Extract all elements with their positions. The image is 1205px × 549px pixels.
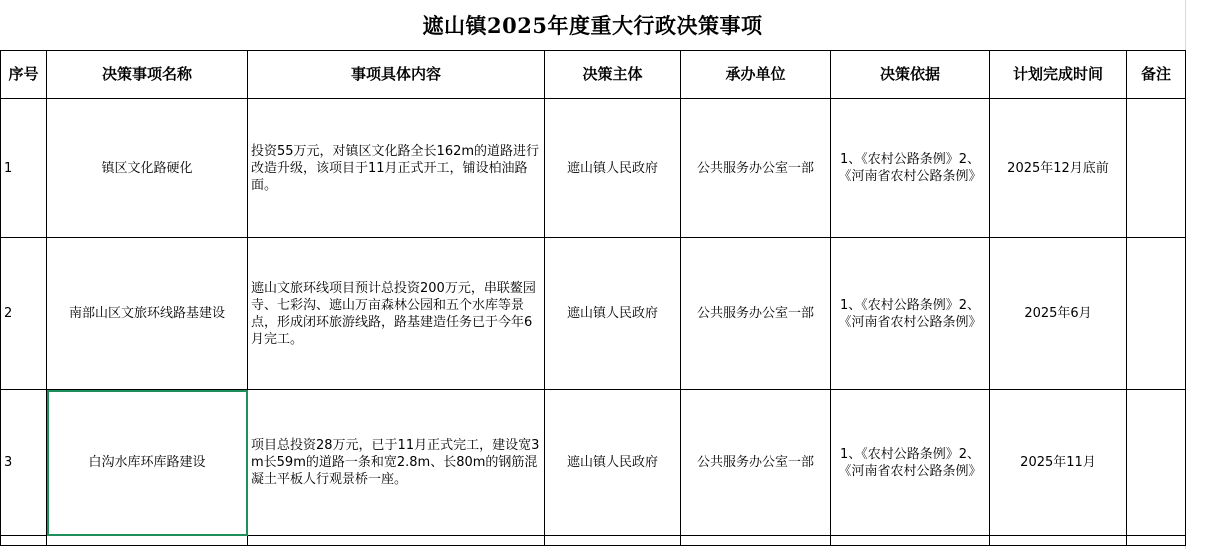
cell-remark[interactable]	[1127, 390, 1186, 536]
header-row	[1, 51, 1186, 99]
empty-cell[interactable]	[990, 536, 1127, 546]
cell-subject[interactable]: 遮山镇人民政府	[545, 238, 681, 390]
header-cell-subject[interactable]: 决策主体	[545, 51, 681, 99]
cell-content[interactable]: 遮山文旅环线项目预计总投资200万元，串联鳌园寺、七彩沟、遮山万亩森林公园和五个水库等景点，形成闭环旅游线路，路基建造任务已于今年6月完工。	[248, 238, 545, 390]
empty-cell[interactable]	[681, 536, 831, 546]
cell-remark[interactable]	[1127, 238, 1186, 390]
cell-index[interactable]: 3	[1, 390, 47, 536]
table-row	[1, 390, 1186, 536]
cell-subject[interactable]: 遮山镇人民政府	[545, 99, 681, 238]
cell-basis[interactable]: 1、《农村公路条例》2、《河南省农村公路条例》	[831, 238, 990, 390]
empty-row	[1, 536, 1186, 546]
cell-deadline[interactable]: 2025年12月底前	[990, 99, 1127, 238]
cell-index[interactable]: 2	[1, 238, 47, 390]
cell-unit[interactable]: 公共服务办公室一部	[681, 390, 831, 536]
cell-content[interactable]: 项目总投资28万元，已于11月正式完工，建设宽3m长59m的道路一条和宽2.8m、长80m的钢筋混凝土平板人行观景桥一座。	[248, 390, 545, 536]
header-cell-deadline[interactable]: 计划完成时间	[990, 51, 1127, 99]
empty-cell[interactable]	[1, 536, 47, 546]
table-row	[1, 238, 1186, 390]
cell-content[interactable]: 投资55万元，对镇区文化路全长162m的道路进行改造升级，该项目于11月正式开工，铺设柏油路面。	[248, 99, 545, 238]
empty-cell[interactable]	[1127, 536, 1186, 546]
cell-name[interactable]: 镇区文化路硬化	[47, 99, 248, 238]
header-cell-unit[interactable]: 承办单位	[681, 51, 831, 99]
header-cell-content[interactable]: 事项具体内容	[248, 51, 545, 99]
cell-unit[interactable]: 公共服务办公室一部	[681, 99, 831, 238]
cell-subject[interactable]: 遮山镇人民政府	[545, 390, 681, 536]
cell-basis[interactable]: 1、《农村公路条例》2、《河南省农村公路条例》	[831, 99, 990, 238]
empty-cell[interactable]	[831, 536, 990, 546]
empty-cell[interactable]	[545, 536, 681, 546]
cell-remark[interactable]	[1127, 99, 1186, 238]
header-cell-basis[interactable]: 决策依据	[831, 51, 990, 99]
table-row	[1, 99, 1186, 238]
header-cell-name[interactable]: 决策事项名称	[47, 51, 248, 99]
cell-deadline[interactable]: 2025年6月	[990, 238, 1127, 390]
cell-name[interactable]: 南部山区文旅环线路基建设	[47, 238, 248, 390]
cell-unit[interactable]: 公共服务办公室一部	[681, 238, 831, 390]
document-title: 遮山镇2025年度重大行政决策事项	[422, 13, 763, 38]
header-cell-index[interactable]: 序号	[1, 51, 47, 99]
cell-index[interactable]: 1	[1, 99, 47, 238]
cell-deadline[interactable]: 2025年11月	[990, 390, 1127, 536]
cell-basis[interactable]: 1、《农村公路条例》2、《河南省农村公路条例》	[831, 390, 990, 536]
decision-table	[0, 50, 1186, 546]
empty-cell[interactable]	[47, 536, 248, 546]
header-cell-remark[interactable]: 备注	[1127, 51, 1186, 99]
empty-cell[interactable]	[248, 536, 545, 546]
cell-name-selected[interactable]: 白沟水库环库路建设	[47, 390, 248, 536]
